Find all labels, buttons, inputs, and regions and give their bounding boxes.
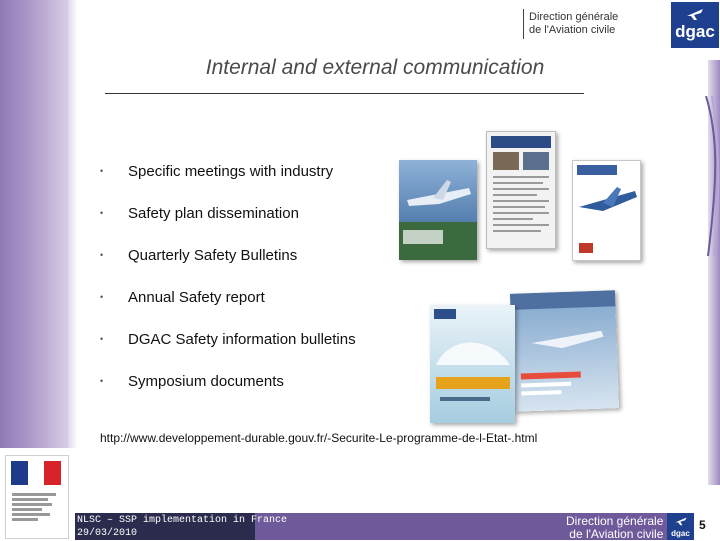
bullet-item bbox=[100, 276, 356, 318]
bullet-marker: • bbox=[100, 250, 104, 260]
bullet-text: Safety plan dissemination bbox=[128, 204, 299, 222]
footer-org-line2: de l'Aviation civile bbox=[569, 527, 664, 541]
plane-icon bbox=[674, 515, 688, 527]
republique-francaise-logo bbox=[5, 455, 69, 539]
ministry-text-lines bbox=[12, 491, 64, 523]
footer-org-line1: Direction générale bbox=[566, 514, 664, 528]
bulletin-cover-image bbox=[510, 290, 619, 412]
dgac-logo bbox=[671, 2, 719, 48]
plane-icon bbox=[685, 6, 705, 22]
bullet-marker: • bbox=[100, 166, 104, 176]
bullet-marker: • bbox=[100, 208, 104, 218]
bullet-item bbox=[100, 234, 356, 276]
bullet-text: DGAC Safety information bulletins bbox=[128, 330, 356, 348]
page-number: 5 bbox=[699, 518, 706, 532]
left-strip-fade bbox=[68, 0, 78, 448]
right-swoosh-decoration bbox=[704, 96, 720, 256]
footer-presentation-info bbox=[77, 514, 287, 540]
french-flag-icon bbox=[11, 461, 61, 485]
quarterly-bulletin-thumbnail bbox=[486, 131, 556, 249]
bullet-text: Specific meetings with industry bbox=[128, 162, 334, 180]
bullet-text: Quarterly Safety Bulletins bbox=[128, 246, 298, 264]
bullet-text: Annual Safety report bbox=[128, 288, 265, 306]
bullet-item bbox=[100, 150, 356, 192]
header-org-line1: Direction générale bbox=[529, 11, 619, 23]
bullet-item bbox=[100, 192, 356, 234]
bullet-text: Symposium documents bbox=[128, 372, 284, 390]
bullet-item bbox=[100, 318, 356, 360]
annual-report-thumbnail bbox=[572, 160, 641, 261]
symposium-document-thumbnail bbox=[430, 305, 515, 423]
header-org-line2: de l'Aviation civile bbox=[529, 24, 616, 36]
left-decorative-strip bbox=[0, 0, 68, 448]
footer-organization bbox=[566, 515, 663, 541]
icing-cover-image bbox=[430, 305, 515, 423]
footer-date: 29/03/2010 bbox=[77, 528, 138, 539]
bullet-marker: • bbox=[100, 292, 104, 302]
report-cover-image bbox=[573, 161, 640, 260]
bulletin-page-image bbox=[487, 132, 555, 248]
bullet-item bbox=[100, 360, 356, 402]
page-title: Internal and external communication bbox=[205, 56, 545, 79]
airplane-image bbox=[399, 160, 477, 260]
footer-presentation-title: NLSC – SSP implementation in France bbox=[77, 515, 288, 526]
program-url-link[interactable]: http://www.developpement-durable.gouv.fr/-Securite-Le-programme-de-l-Etat-.html bbox=[100, 431, 538, 445]
safety-plan-cover-thumbnail bbox=[399, 160, 477, 260]
header-organization bbox=[529, 11, 618, 37]
footer-dgac-logo bbox=[667, 513, 694, 540]
bullet-marker: • bbox=[100, 376, 104, 386]
logo-text: dgac bbox=[675, 22, 715, 41]
header-divider bbox=[523, 9, 524, 39]
title-rule bbox=[105, 93, 584, 94]
bullet-list bbox=[100, 150, 356, 402]
bullet-marker: • bbox=[100, 334, 104, 344]
safety-info-bulletin-thumbnail bbox=[510, 290, 619, 412]
footer-logo-text: dgac bbox=[671, 529, 690, 538]
